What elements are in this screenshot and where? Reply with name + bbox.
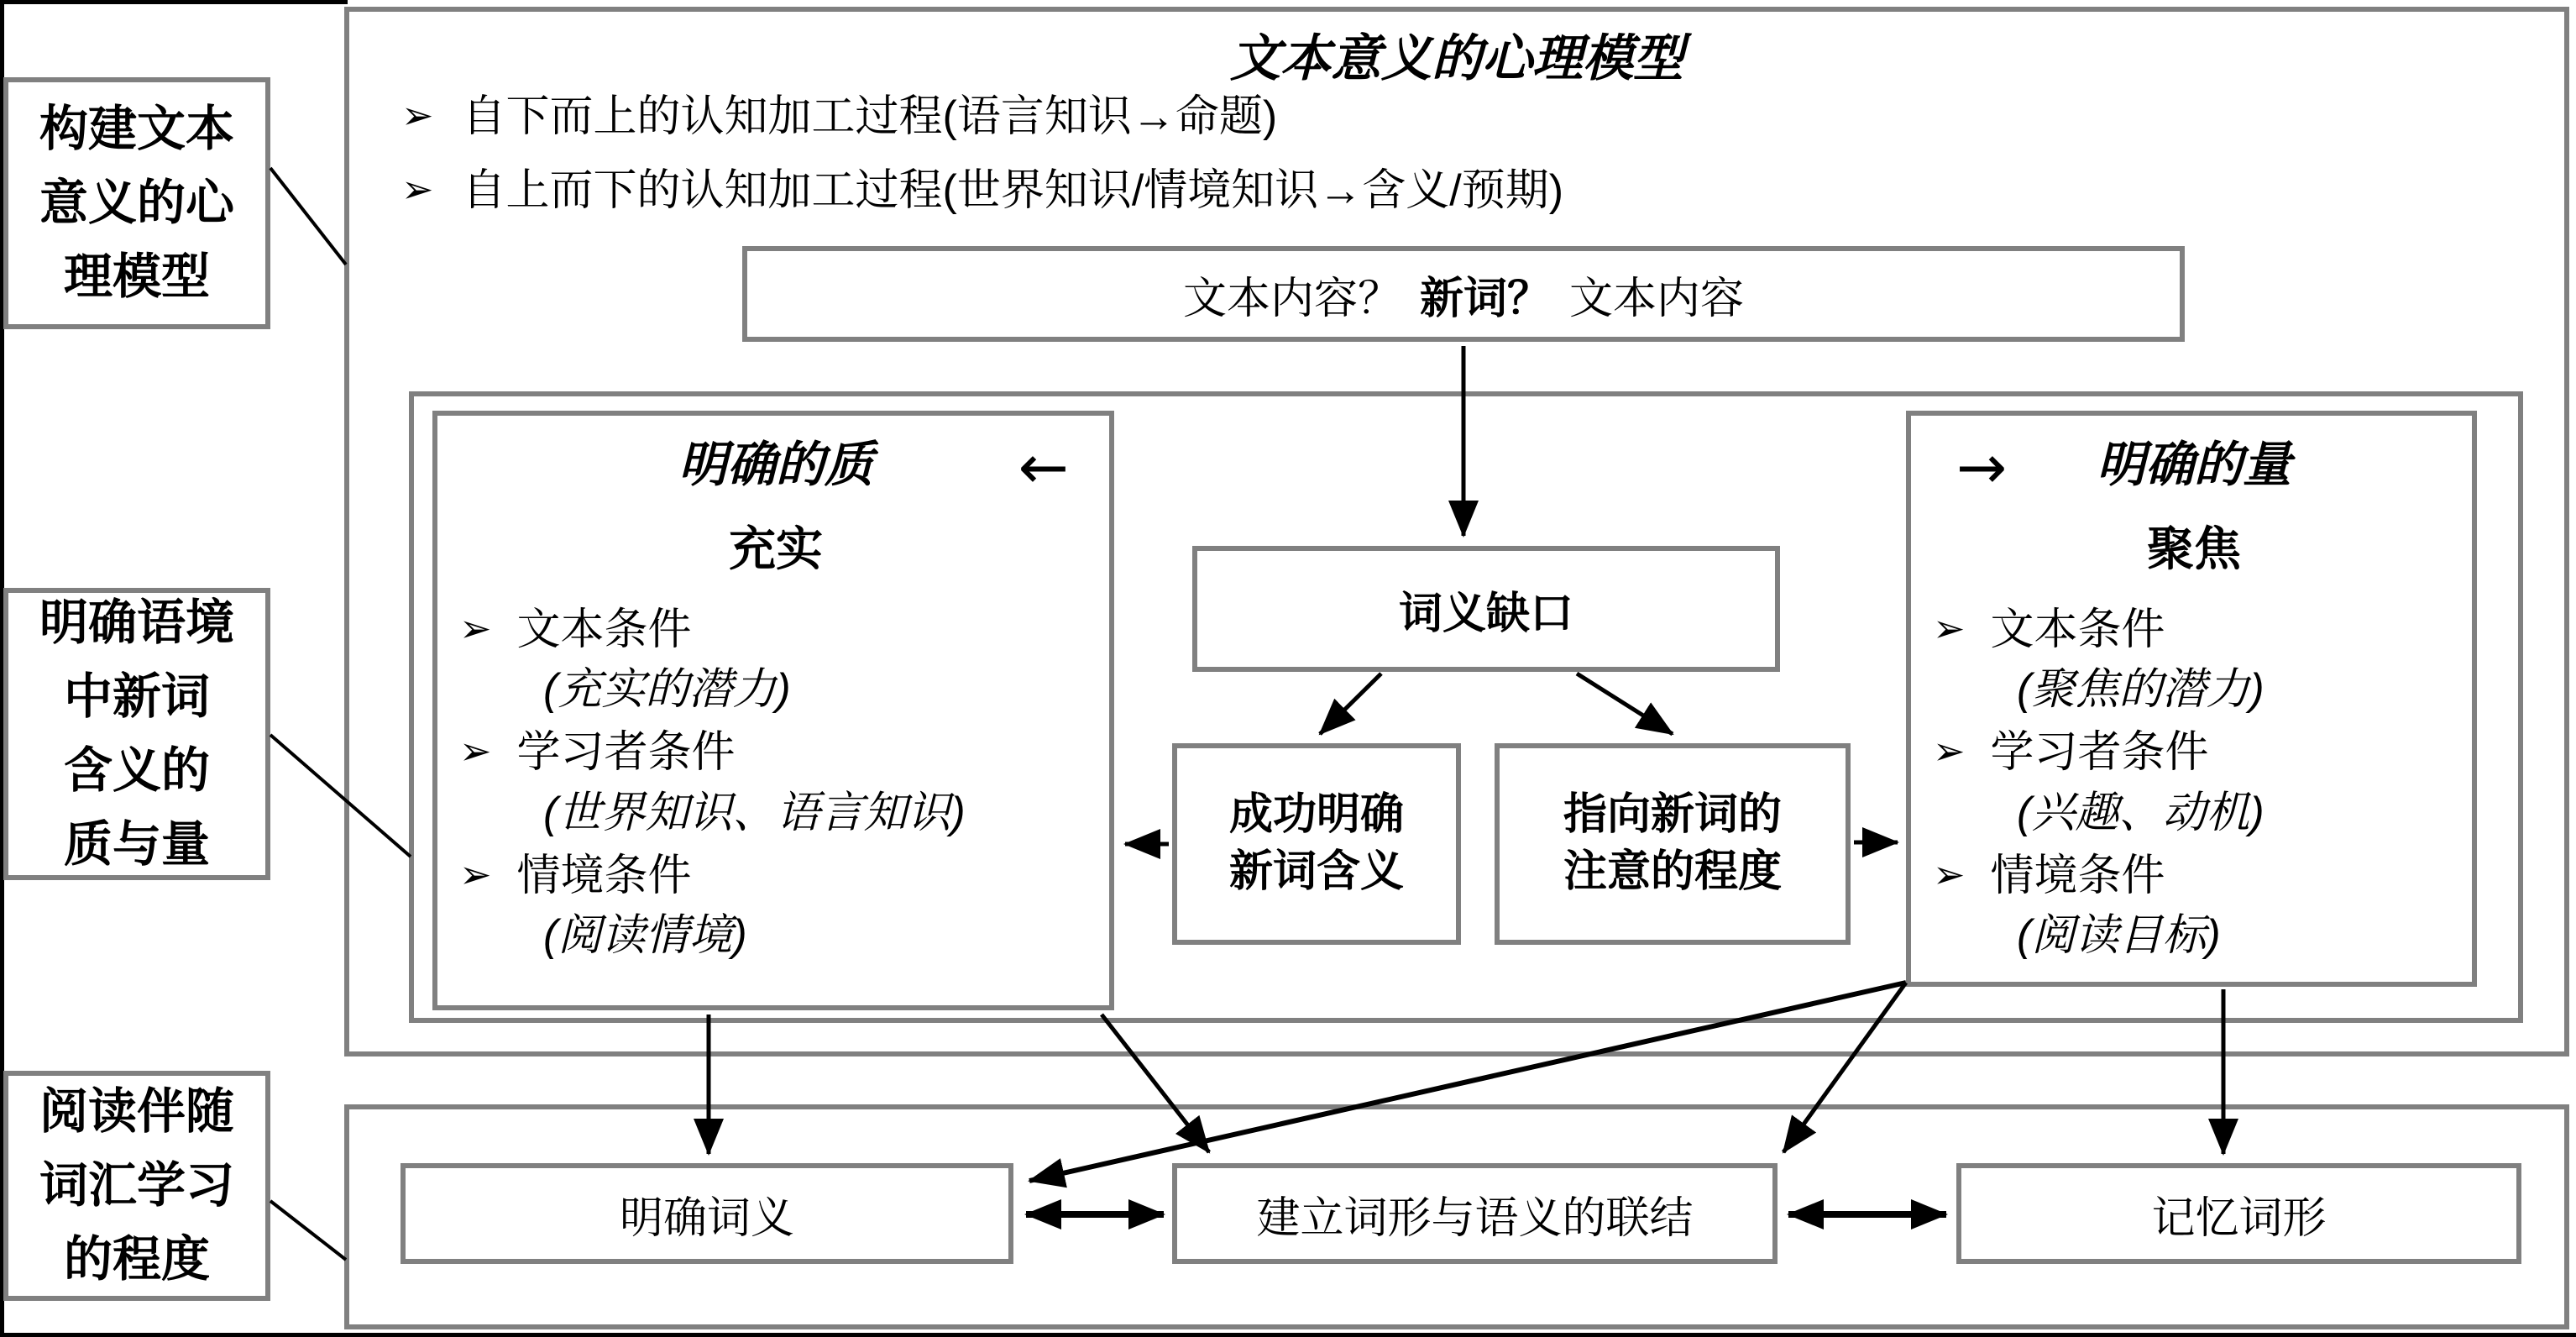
quality-subheading: 充实 — [729, 522, 823, 575]
text-content-line: 文本内容？ 新词？ 文本内容 — [1182, 274, 1745, 323]
right-arrow-icon: → — [1956, 432, 2008, 502]
quantity-subheading: 聚焦 — [2147, 522, 2241, 575]
arrow-bullet-icon: ➢ — [401, 93, 434, 137]
side-label-quality-quantity — [3, 588, 270, 880]
arrow-bullet-icon: ➢ — [1933, 852, 1966, 897]
quantity-item-text: ➢ 文本条件 — [1933, 605, 2165, 654]
meaning-gap-box: 词义缺口 — [1192, 546, 1780, 672]
top-bullet-list — [401, 91, 2416, 239]
memorize-form-box: 记忆词形 — [1956, 1163, 2521, 1264]
arrow-bullet-icon: ➢ — [459, 729, 492, 773]
clarify-meaning-box: 明确词义 — [401, 1163, 1013, 1264]
quantity-box — [1906, 411, 2477, 987]
left-arrow-icon: ← — [1018, 432, 1069, 502]
diagram-title: 文本意义的心理模型 — [1230, 30, 1683, 87]
quantity-item-situation-note: (阅读目标) — [2017, 911, 2221, 961]
quality-item-learner: ➢ 学习者条件 — [459, 728, 736, 778]
quality-item-text: ➢ 文本条件 — [459, 605, 692, 654]
side-label-degree — [3, 1071, 270, 1301]
side-label-model-text: 构建文本 意义的心 理模型 — [39, 101, 234, 305]
arrow-bullet-icon: ➢ — [1933, 606, 1966, 650]
bullet-item-top-down: ➢ 自上而下的认知加工过程(世界知识/情境知识→含义/预期) — [401, 166, 1564, 216]
form-meaning-link-box: 建立词形与语义的联结 — [1172, 1163, 1778, 1264]
figure-border-top — [0, 0, 348, 4]
quantity-heading: → 明确的量 — [1956, 432, 2291, 502]
quality-item-learner-note: (世界知识、语言知识) — [543, 788, 966, 837]
arrow-bullet-icon: ➢ — [459, 852, 492, 897]
quantity-item-learner-note: (兴趣、动机) — [2017, 788, 2264, 837]
attention-degree-box: 指向新词的 注意的程度 — [1495, 743, 1851, 945]
side-label-quality-quantity-text: 明确语境 中新词 含义的 质与量 — [39, 595, 234, 873]
quantity-item-situation: ➢ 情境条件 — [1933, 852, 2165, 901]
quality-item-situation-note: (阅读情境) — [543, 911, 747, 961]
quality-box — [432, 411, 1114, 1010]
quality-heading: 明确的质 ← — [678, 432, 1069, 502]
quality-item-text-note: (充实的潜力) — [543, 665, 791, 715]
side-label-degree-text: 阅读伴随 词汇学习 的程度 — [39, 1083, 234, 1287]
arrow-bullet-icon: ➢ — [401, 167, 434, 212]
arrow-bullet-icon: ➢ — [1933, 729, 1966, 773]
figure-border-bottom — [0, 1333, 2576, 1337]
side-label-model — [3, 77, 270, 329]
arrow-bullet-icon: ➢ — [459, 606, 492, 650]
quantity-item-learner: ➢ 学习者条件 — [1933, 728, 2209, 778]
text-content-box — [742, 246, 2185, 342]
clarify-success-box: 成功明确 新词含义 — [1172, 743, 1461, 945]
bullet-item-bottom-up: ➢ 自下而上的认知加工过程(语言知识→命题) — [401, 92, 1278, 141]
quantity-item-text-note: (聚焦的潜力) — [2017, 665, 2264, 715]
quality-item-situation: ➢ 情境条件 — [459, 852, 692, 901]
